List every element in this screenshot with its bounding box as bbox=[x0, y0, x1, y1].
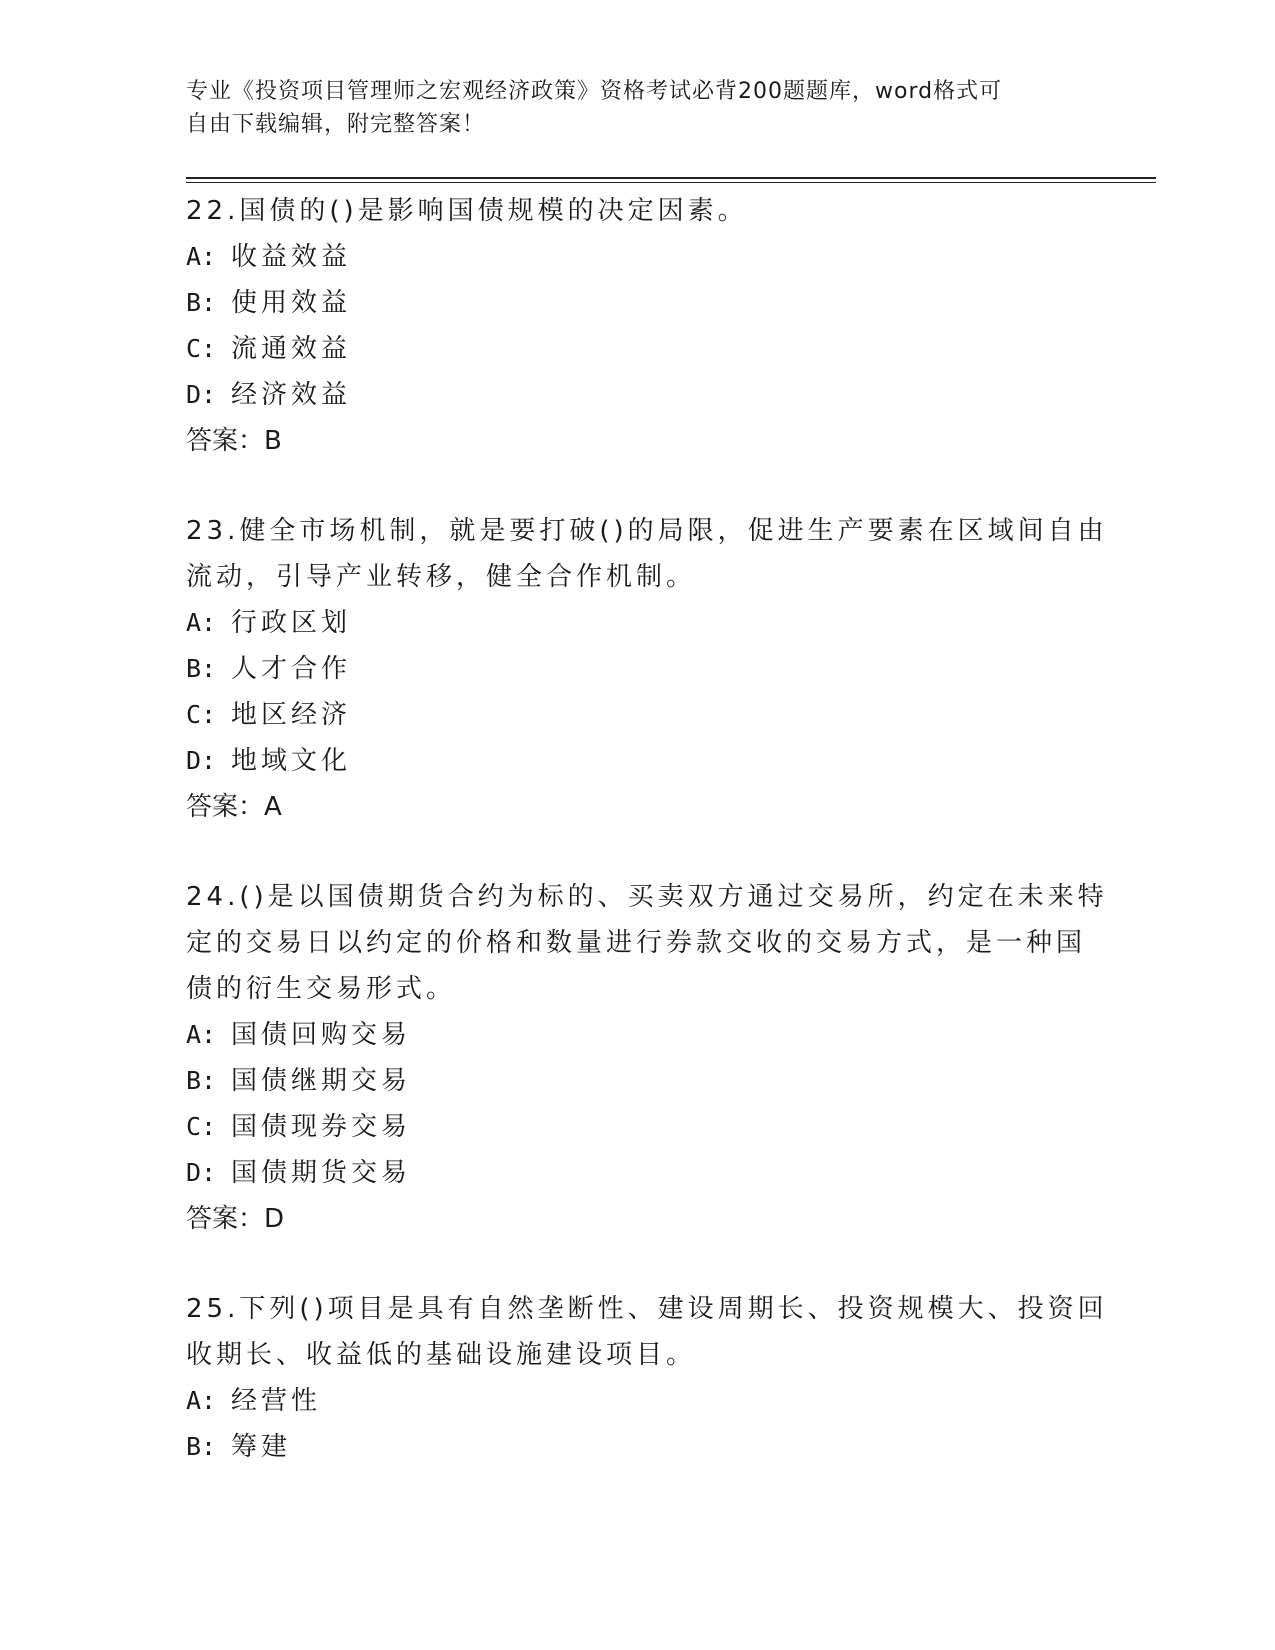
option-text: 国债回购交易 bbox=[231, 1020, 412, 1050]
answer-line bbox=[186, 418, 1066, 464]
option-letter: C: bbox=[186, 700, 217, 729]
answer-text: 答案：A bbox=[186, 792, 282, 822]
question-text: 25.下列()项目是具有自然垄断性、建设周期长、投资规模大、投资回 bbox=[186, 1294, 1108, 1324]
option-letter: C: bbox=[186, 1112, 217, 1141]
option-b bbox=[186, 1058, 1066, 1104]
option-b bbox=[186, 646, 1066, 692]
option-text: 筹建 bbox=[231, 1432, 292, 1462]
option-text: 人才合作 bbox=[231, 654, 352, 684]
question-23 bbox=[186, 508, 1108, 830]
question-text: 债的衍生交易形式。 bbox=[186, 974, 457, 1004]
header-line: 专业《投资项目管理师之宏观经济政策》资格考试必背200题题库，word格式可 bbox=[186, 79, 1003, 104]
question-list bbox=[186, 188, 1108, 1514]
question-text: 24.()是以国债期货合约为标的、买卖双方通过交易所，约定在未来特 bbox=[186, 882, 1108, 912]
option-b bbox=[186, 1424, 1066, 1470]
option-a bbox=[186, 1378, 1066, 1424]
option-a bbox=[186, 600, 1066, 646]
option-text: 收益效益 bbox=[231, 242, 352, 272]
answer-line bbox=[186, 784, 1066, 830]
question-text: 23.健全市场机制，就是要打破()的局限，促进生产要素在区域间自由 bbox=[186, 516, 1108, 546]
option-letter: A: bbox=[186, 1386, 217, 1415]
option-letter: A: bbox=[186, 242, 217, 271]
option-letter: A: bbox=[186, 608, 217, 637]
option-d bbox=[186, 372, 1066, 418]
document-header bbox=[186, 75, 1066, 141]
question-text: 收期长、收益低的基础设施建设项目。 bbox=[186, 1340, 697, 1370]
option-text: 国债现券交易 bbox=[231, 1112, 412, 1142]
answer-line bbox=[186, 1196, 1066, 1242]
question-text: 流动，引导产业转移，健全合作机制。 bbox=[186, 562, 697, 592]
answer-text: 答案：B bbox=[186, 426, 282, 456]
header-divider-thin bbox=[186, 182, 1156, 183]
option-letter: D: bbox=[186, 380, 217, 409]
option-letter: B: bbox=[186, 1432, 217, 1461]
option-text: 国债继期交易 bbox=[231, 1066, 412, 1096]
option-letter: B: bbox=[186, 654, 217, 683]
option-letter: D: bbox=[186, 1158, 217, 1187]
option-text: 经营性 bbox=[231, 1386, 322, 1416]
option-d bbox=[186, 1150, 1066, 1196]
option-letter: C: bbox=[186, 334, 217, 363]
option-text: 地域文化 bbox=[231, 746, 352, 776]
option-a bbox=[186, 234, 1066, 280]
option-letter: B: bbox=[186, 1066, 217, 1095]
header-line: 自由下载编辑，附完整答案！ bbox=[186, 112, 486, 137]
option-d bbox=[186, 738, 1066, 784]
question-25 bbox=[186, 1286, 1108, 1470]
answer-text: 答案：D bbox=[186, 1204, 285, 1234]
option-text: 使用效益 bbox=[231, 288, 352, 318]
option-a bbox=[186, 1012, 1066, 1058]
question-22 bbox=[186, 188, 1066, 464]
option-c bbox=[186, 692, 1066, 738]
option-text: 流通效益 bbox=[231, 334, 352, 364]
option-text: 国债期货交易 bbox=[231, 1158, 412, 1188]
question-24 bbox=[186, 874, 1108, 1242]
option-text: 行政区划 bbox=[231, 608, 352, 638]
option-text: 经济效益 bbox=[231, 380, 352, 410]
question-text: 22.国债的()是影响国债规模的决定因素。 bbox=[186, 196, 748, 226]
option-text: 地区经济 bbox=[231, 700, 352, 730]
question-text: 定的交易日以约定的价格和数量进行券款交收的交易方式，是一种国 bbox=[186, 928, 1087, 958]
header-divider-thick bbox=[186, 177, 1156, 179]
option-c bbox=[186, 1104, 1066, 1150]
option-c bbox=[186, 326, 1066, 372]
option-letter: B: bbox=[186, 288, 217, 317]
option-b bbox=[186, 280, 1066, 326]
option-letter: D: bbox=[186, 746, 217, 775]
option-letter: A: bbox=[186, 1020, 217, 1049]
